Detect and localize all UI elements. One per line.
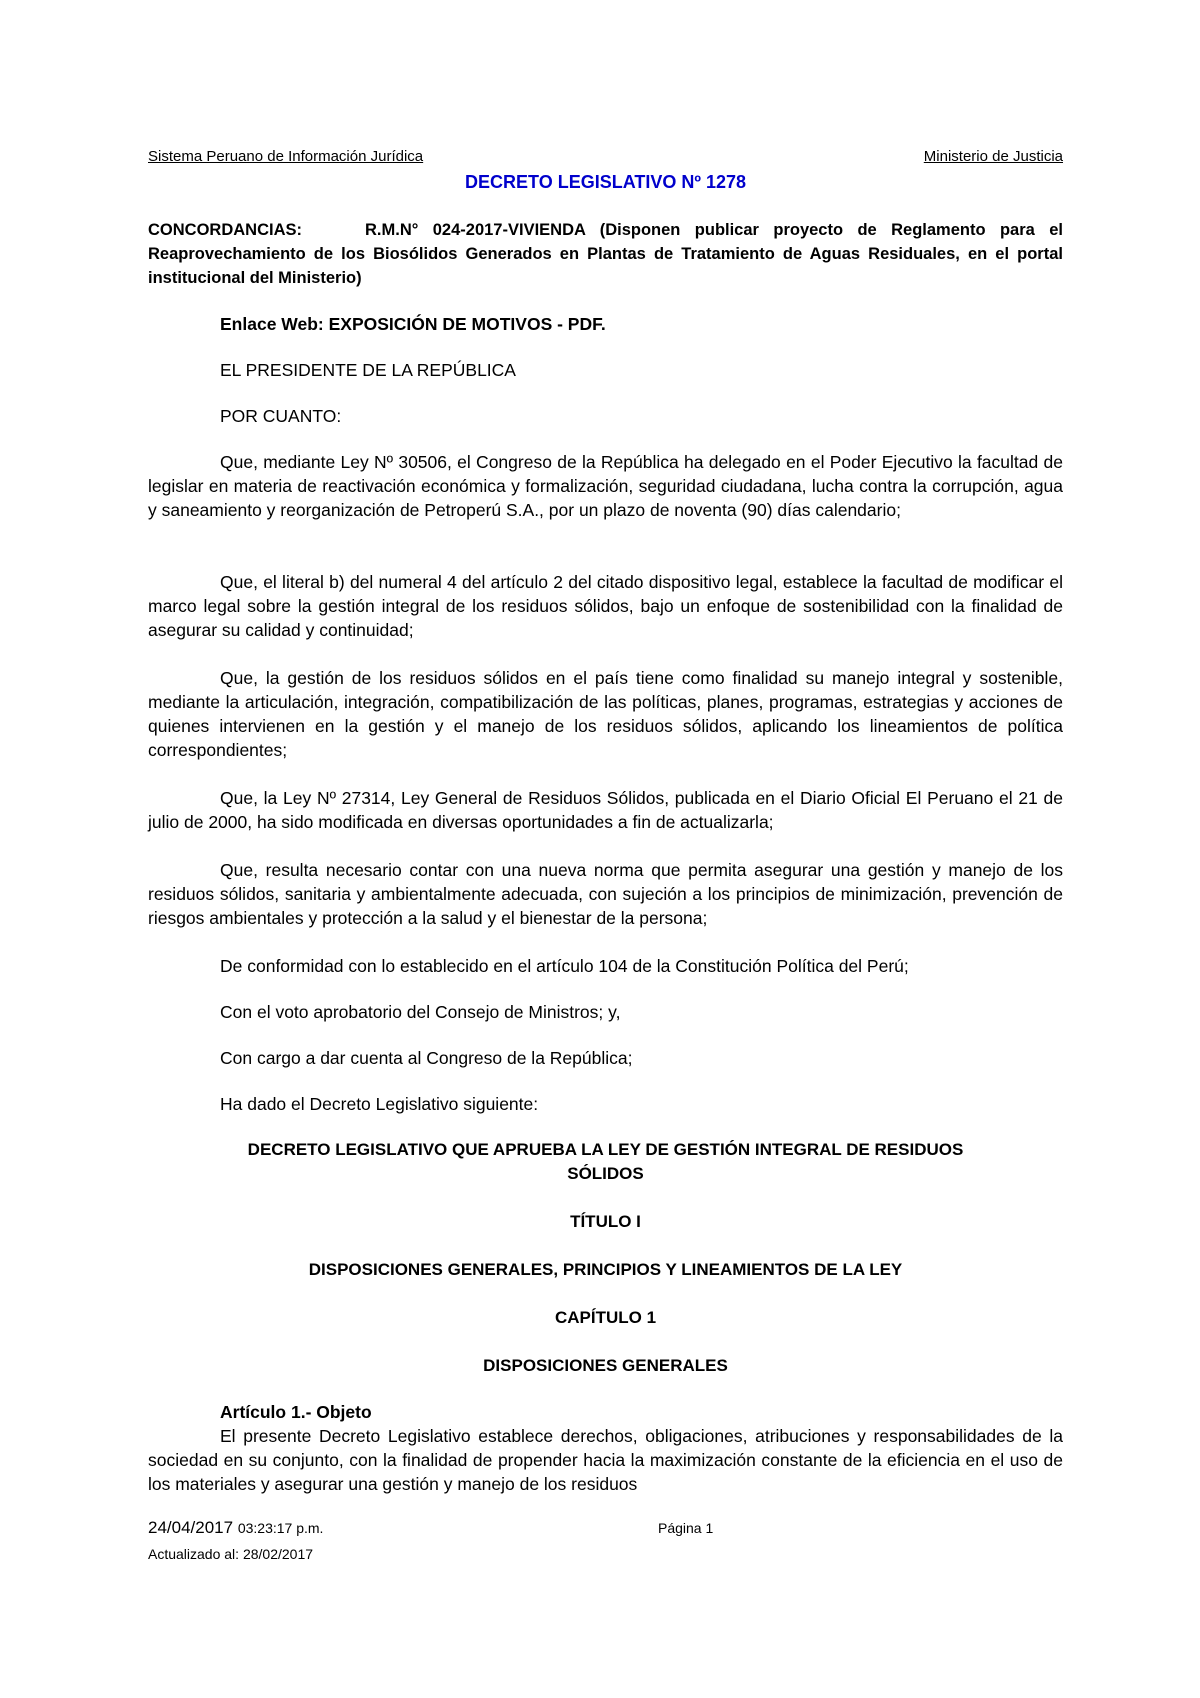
presidente-line: EL PRESIDENTE DE LA REPÚBLICA: [220, 360, 516, 380]
por-cuanto-line: POR CUANTO:: [220, 406, 342, 426]
articulo-title: Artículo 1.- Objeto: [220, 1402, 372, 1422]
concordancias-label: CONCORDANCIAS:: [148, 221, 302, 239]
decreto-heading-line-2: SÓLIDOS: [567, 1164, 644, 1183]
decreto-heading-line-1: DECRETO LEGISLATIVO QUE APRUEBA LA LEY DE GESTIÓN INTEGRAL DE RESIDUOS: [247, 1140, 964, 1159]
articulo-text: El presente Decreto Legislativo establece derechos, obligaciones, atribuciones y responsabilidades de la sociedad en su conjunto, con la finalidad de propender hacia la maximización constante de la eficiencia en el uso de los materiales y asegurar una gestión y manejo de los residuos: [148, 1426, 1063, 1494]
considerando-paragraph: Que, la gestión de los residuos sólidos en el país tiene como finalidad su manejo integral y sostenible, mediante la articulación, integración, compatibilización de las políticas, planes, programas, estrategias y acciones de quienes intervienen en la gestión y el manejo de los residuos sólidos, aplicando los lineamientos de política correspondientes;: [148, 668, 1063, 760]
capitulo-heading: CAPÍTULO 1: [554, 1308, 657, 1327]
considerando-paragraph: Que, mediante Ley Nº 30506, el Congreso de la República ha delegado en el Poder Ejecutivo la facultad de legislar en materia de reactivación económica y formalización, seguridad ciudadana, lucha contra la corrupción, agua y saneamiento y reorganización de Petroperú S.A., por un plazo de noventa (90) días calendario;: [148, 452, 1063, 520]
titulo-name: DISPOSICIONES GENERALES, PRINCIPIOS Y LINEAMIENTOS DE LA LEY: [308, 1260, 903, 1279]
page-number: Página 1: [658, 1520, 714, 1536]
footer-time-value: 03:23:17 p.m.: [237, 1520, 324, 1536]
conformidad-line: De conformidad con lo establecido en el artículo 104 de la Constitución Política del Perú;: [220, 956, 909, 976]
considerando-paragraph: Que, el literal b) del numeral 4 del artículo 2 del citado dispositivo legal, establece la facultad de modificar el marco legal sobre la gestión integral de los residuos sólidos, bajo un enfoque de sostenibilidad con la finalidad de asegurar su calidad y continuidad;: [148, 572, 1063, 640]
header-ministry: Ministerio de Justicia: [923, 148, 1063, 165]
voto-line: Con el voto aprobatorio del Consejo de Ministros; y,: [220, 1002, 621, 1022]
enlace-web-link[interactable]: Enlace Web: EXPOSICIÓN DE MOTIVOS - PDF.: [220, 314, 606, 334]
footer-updated: Actualizado al: 28/02/2017: [148, 1546, 314, 1562]
considerando-paragraph: Que, resulta necesario contar con una nueva norma que permita asegurar una gestión y manejo de los residuos sólidos, sanitaria y ambientalmente adecuada, con sujeción a los principios de minimización, prevención de riesgos ambientales y protección a la salud y el bienestar de la persona;: [148, 860, 1063, 928]
document-title: DECRETO LEGISLATIVO Nº 1278: [465, 172, 746, 192]
concordancias: [148, 218, 1063, 290]
considerando-paragraph: Que, la Ley Nº 27314, Ley General de Residuos Sólidos, publicada en el Diario Oficial El Peruano el 21 de julio de 2000, ha sido modificada en diversas oportunidades a fin de actualizarla;: [148, 788, 1063, 832]
concordancias-text[interactable]: R.M.N° 024-2017-VIVIENDA (Disponen publicar proyecto de Reglamento para el Reaprovechamiento de los Biosólidos Generados en Plantas de Tratamiento de Aguas Residuales, en el portal institucional del Ministerio): [148, 221, 1063, 287]
decreto-heading: [148, 1138, 1063, 1186]
footer-date: [148, 1518, 323, 1538]
cargo-line: Con cargo a dar cuenta al Congreso de la República;: [220, 1048, 633, 1068]
ha-dado-line: Ha dado el Decreto Legislativo siguiente:: [220, 1094, 539, 1114]
titulo-heading: TÍTULO I: [570, 1212, 641, 1231]
header-source: Sistema Peruano de Información Jurídica: [148, 148, 424, 165]
footer-date-value: 24/04/2017: [148, 1518, 234, 1537]
capitulo-name: DISPOSICIONES GENERALES: [483, 1356, 728, 1375]
